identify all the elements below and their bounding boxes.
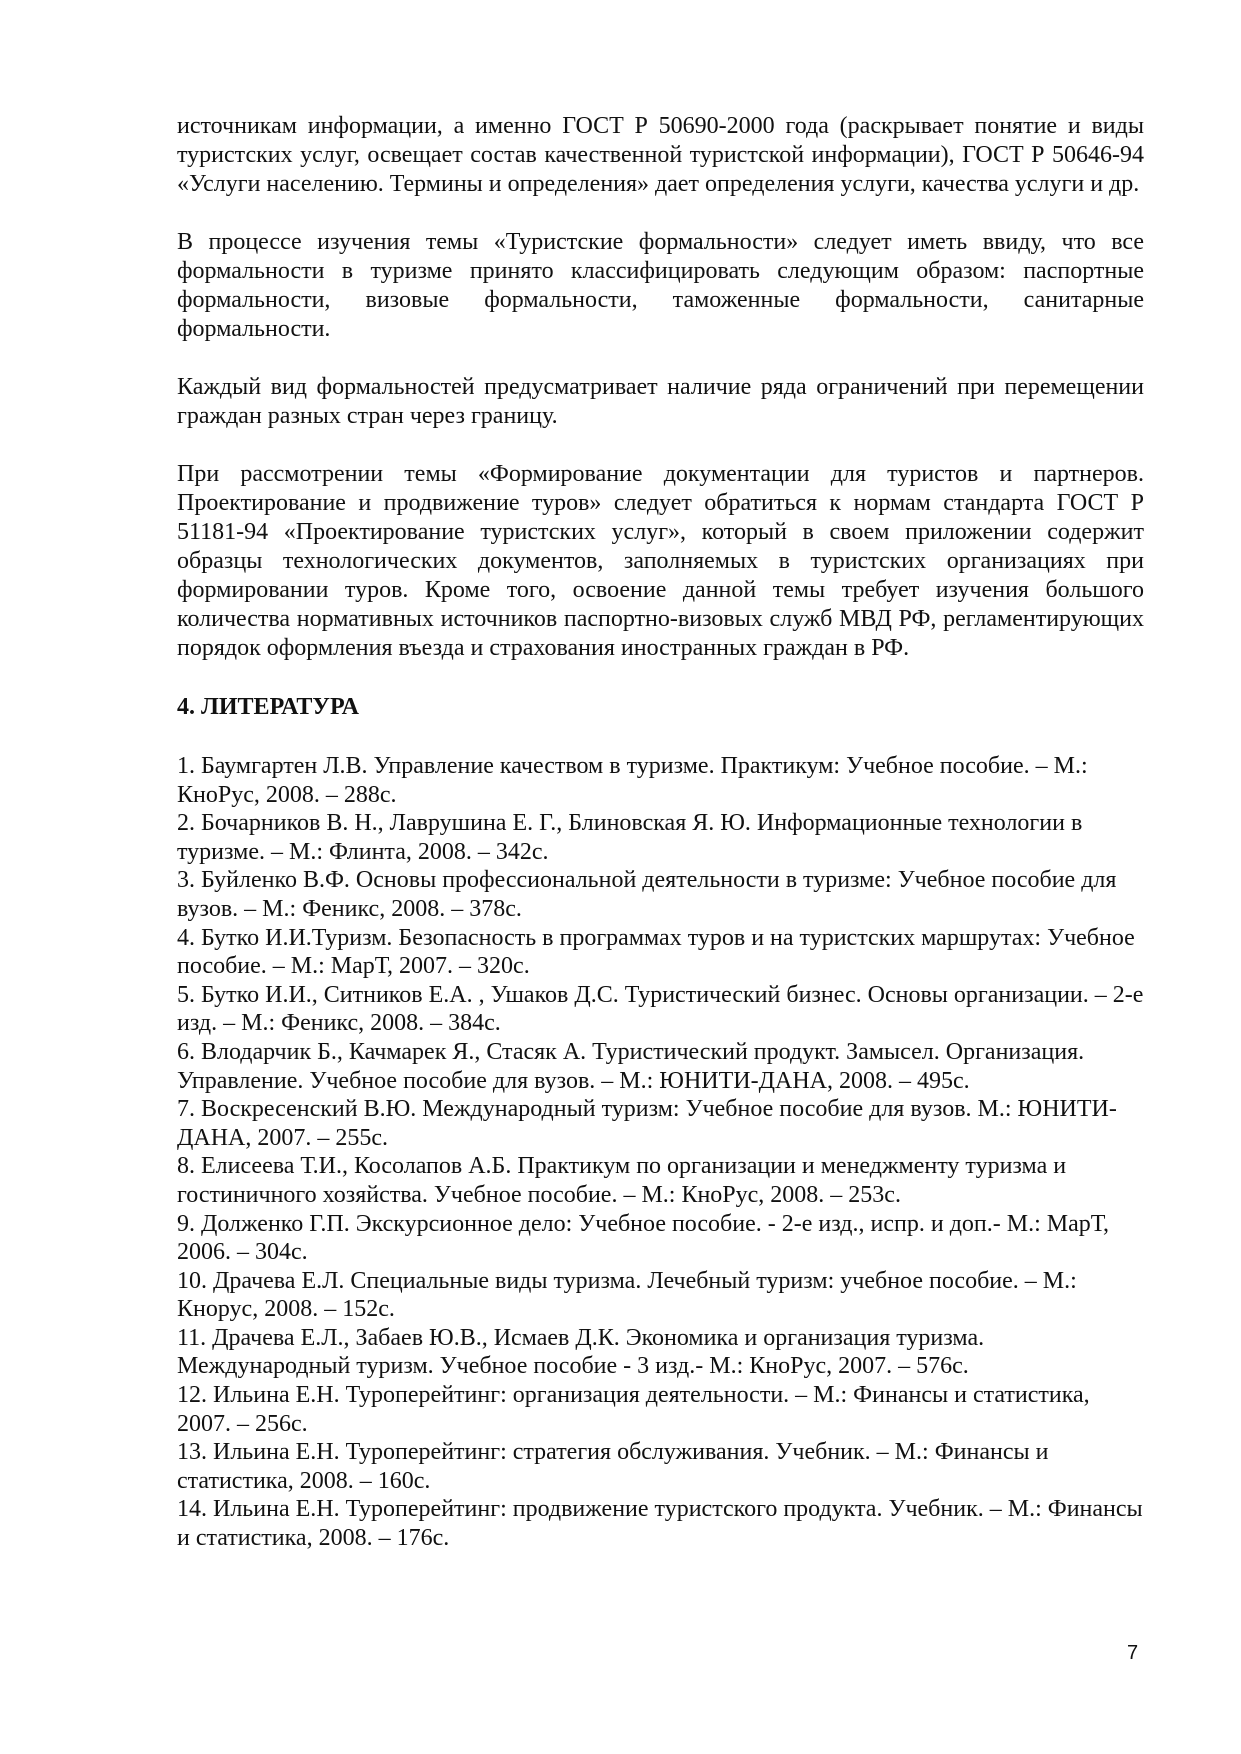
literature-item: 8. Елисеева Т.И., Косолапов А.Б. Практикум по организации и менеджменту туризма и гостиничного хозяйства. Учебное пособие. – М.: КноРус, 2008. – 253с. (177, 1153, 1067, 1208)
paragraph-formality-restrictions: Каждый вид формальностей предусматривает наличие ряда ограничений при перемещении граждан разных стран через границу. (177, 374, 1144, 429)
literature-list (177, 752, 1144, 1553)
literature-item: 2. Бочарников В. Н., Лаврушина Е. Г., Блиновская Я. Ю. Информационные технологии в туризме. – М.: Флинта, 2008. – 342с. (177, 810, 1083, 865)
literature-item: 14. Ильина Е.Н. Туроперейтинг: продвижение туристского продукта. Учебник. – М.: Финансы и статистика, 2008. – 176с. (177, 1496, 1143, 1552)
page-number: 7 (1127, 1642, 1139, 1664)
literature-item: 4. Бутко И.И.Туризм. Безопасность в программах туров и на туристских маршрутах: Учебное пособие. – М.: МарТ, 2007. – 320с. (177, 924, 1135, 980)
paragraph-gost-sources: источникам информации, а именно ГОСТ Р 50690-2000 года (раскрывает понятие и виды туристских услуг, освещает состав качественной туристской информации), ГОСТ Р 50646-94 «Услуги населению. Термины и определения» дает определения услуги, качества услуги и др. (177, 113, 1144, 197)
literature-item: 11. Драчева Е.Л., Забаев Ю.В., Исмаев Д.К. Экономика и организация туризма. Международный туризм. Учебное пособие - 3 изд.- М.: КноРус, 2007. – 576с. (177, 1324, 985, 1380)
literature-heading: 4. ЛИТЕРАТУРА (177, 694, 359, 720)
document-page (177, 112, 1144, 1553)
literature-item: 7. Воскресенский В.Ю. Международный туризм: Учебное пособие для вузов. М.: ЮНИТИ-ДАНА, 2007. – 255с. (177, 1096, 1117, 1151)
literature-item: 9. Долженко Г.П. Экскурсионное дело: Учебное пособие. - 2-е изд., испр. и доп.- М.: МарТ, 2006. – 304с. (177, 1210, 1109, 1266)
literature-item: 3. Буйленко В.Ф. Основы профессиональной деятельности в туризме: Учебное пособие для вузов. – М.: Феникс, 2008. – 378с. (177, 867, 1117, 922)
paragraph-tourist-formalities: В процессе изучения темы «Туристские формальности» следует иметь ввиду, что все формальности в туризме принято классифицировать следующим образом: паспортные формальности, визовые формальности, таможенные формальности, санитарные формальности. (177, 229, 1144, 342)
literature-item: 12. Ильина Е.Н. Туроперейтинг: организация деятельности. – М.: Финансы и статистика, 2007. – 256с. (177, 1382, 1090, 1437)
paragraph-documentation: При рассмотрении темы «Формирование документации для туристов и партнеров. Проектирование и продвижение туров» следует обратиться к нормам стандарта ГОСТ Р 51181-94 «Проектирование туристских услуг», который в своем приложении содержит образцы технологических документов, заполняемых в туристских организациях при формировании туров. Кроме того, освоение данной темы требует изучения большого количества нормативных источников паспортно-визовых служб МВД РФ, регламентирующих порядок оформления въезда и страхования иностранных граждан в РФ. (177, 461, 1144, 661)
literature-item: 5. Бутко И.И., Ситников Е.А. , Ушаков Д.С. Туристический бизнес. Основы организации. – 2-е изд. – М.: Феникс, 2008. – 384с. (177, 981, 1144, 1037)
literature-item: 1. Баумгартен Л.В. Управление качеством в туризме. Практикум: Учебное пособие. – М.: КноРус, 2008. – 288с. (177, 753, 1088, 808)
literature-item: 6. Влодарчик Б., Качмарек Я., Стасяк А. Туристический продукт. Замысел. Организация. Управление. Учебное пособие для вузов. – М.: ЮНИТИ-ДАНА, 2008. – 495с. (177, 1038, 1085, 1094)
literature-item: 13. Ильина Е.Н. Туроперейтинг: стратегия обслуживания. Учебник. – М.: Финансы и статистика, 2008. – 160с. (177, 1439, 1049, 1494)
literature-item: 10. Драчева Е.Л. Специальные виды туризма. Лечебный туризм: учебное пособие. – М.: Кнорус, 2008. – 152с. (177, 1267, 1077, 1323)
